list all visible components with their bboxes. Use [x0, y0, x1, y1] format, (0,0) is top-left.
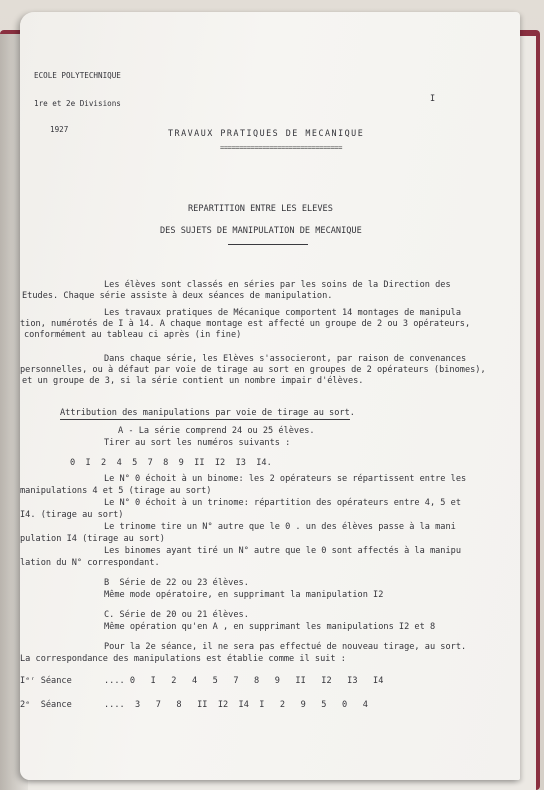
subtitle-line-1: REPARTITION ENTRE LES ELEVES [188, 204, 333, 214]
seance-1-label: Iᵉʳ Séance [20, 676, 72, 686]
case-c-line-1: C. Série de 20 ou 21 élèves. [104, 610, 249, 620]
case-b-line-1: B Série de 22 ou 23 élèves. [104, 578, 249, 588]
paragraph-2-line-3: conformément au tableau ci après (in fine) [24, 330, 242, 340]
section-heading: Attribution des manipulations par voie de tirage au sort. [60, 408, 355, 418]
paragraph-1-line-2: Etudes. Chaque série assiste à deux séances de manipulation. [22, 291, 333, 301]
rule-line-8: lation du N° correspondant. [20, 558, 160, 568]
case-b-line-2: Même mode opératoire, en supprimant la manipulation I2 [104, 590, 384, 600]
page-number: I [430, 94, 436, 104]
title-underline: ================================ [220, 144, 343, 152]
rule-line-1: Le N° 0 échoit à un binome: les 2 opérateurs se répartissent entre les [104, 474, 467, 484]
rule-line-2: manipulations 4 et 5 (tirage au sort) [20, 486, 212, 496]
second-session-line-1: Pour la 2e séance, il ne sera pas effectué de nouveau tirage, au sort. [104, 642, 467, 652]
paragraph-3-line-3: et un groupe de 3, si la série contient un nombre impair d'élèves. [22, 376, 364, 386]
main-title: TRAVAUX PRATIQUES DE MECANIQUE [168, 128, 365, 138]
paragraph-1-line-1: Les élèves sont classés en séries par les soins de la Direction des [104, 280, 451, 290]
school-name: ECOLE POLYTECHNIQUE [34, 71, 121, 80]
paragraph-3-line-2: personnelles, ou à défaut par voie de tirage au sort en groupes de 2 opérateurs (binomes), [20, 365, 486, 375]
case-a-line-2: Tirer au sort les numéros suivants : [104, 438, 291, 448]
rule-line-4: I4. (tirage au sort) [20, 510, 124, 520]
draw-numbers: 0 I 2 4 5 7 8 9 II I2 I3 I4. [70, 458, 272, 468]
case-a-line-1: A - La série comprend 24 ou 25 élèves. [118, 426, 315, 436]
paragraph-3-line-1: Dans chaque série, les Elèves s'associeront, par raison de convenances [104, 354, 467, 364]
seance-2-label: 2ᵉ Séance [20, 700, 72, 710]
rule-line-3: Le N° 0 échoit à un trinome: répartition des opérateurs entre 4, 5 et [104, 498, 461, 508]
seance-2-values: .... 3 7 8 II I2 I4 I 2 9 5 0 4 [104, 700, 368, 710]
seance-1-values: .... 0 I 2 4 5 7 8 9 II I2 I3 I4 [104, 676, 384, 686]
divisions-label: 1re et 2e Divisions [34, 99, 121, 108]
paragraph-2-line-2: tion, numérotés de I à 14. A chaque montage est affecté un groupe de 2 ou 3 opérateurs, [20, 319, 471, 329]
year-label: 1927 [50, 125, 69, 134]
section-heading-rule [60, 419, 350, 420]
rule-line-5: Le trinome tire un N° autre que le 0 . un des élèves passe à la mani [104, 522, 456, 532]
rule-line-6: pulation I4 (tirage au sort) [20, 534, 165, 544]
subtitle-rule [228, 244, 308, 245]
second-session-line-2: La correspondance des manipulations est établie comme il suit : [20, 654, 346, 664]
rule-line-7: Les binomes ayant tiré un N° autre que le 0 sont affectés à la manipu [104, 546, 461, 556]
subtitle-line-2: DES SUJETS DE MANIPULATION DE MECANIQUE [160, 226, 362, 236]
document-page [20, 12, 520, 780]
case-c-line-2: Même opération qu'en A , en supprimant les manipulations I2 et 8 [104, 622, 436, 632]
paragraph-2-line-1: Les travaux pratiques de Mécanique comportent 14 montages de manipula [104, 308, 461, 318]
